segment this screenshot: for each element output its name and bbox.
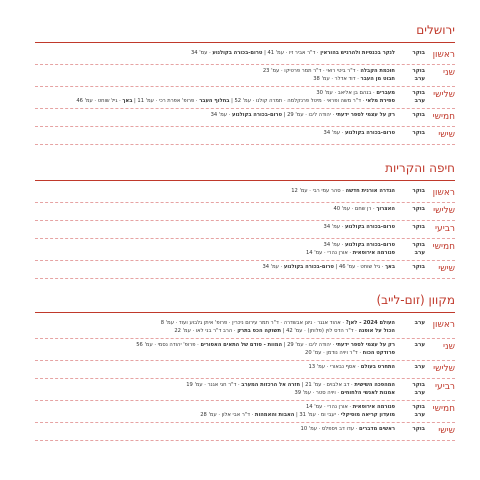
event-title[interactable]: מעברים [376, 90, 395, 96]
time-slot-label: בוקר [412, 130, 425, 136]
day-label: שישי [438, 264, 455, 274]
event-line [35, 76, 395, 84]
event-details: · ד"ר ביטי רואי · ד"ר תמר פרטיקו · עמ' 23 [262, 68, 361, 74]
time-slot-label: ערב [414, 342, 425, 348]
event-list [35, 50, 395, 58]
event-details: · עמ' 34 [262, 264, 284, 270]
event-title[interactable]: מועדון קריאה מוסיקלי [340, 411, 395, 418]
event-line [35, 130, 395, 138]
event-list [35, 264, 395, 272]
event-line [35, 350, 395, 358]
event-list [35, 426, 395, 434]
event-title[interactable]: טרום-בכורה בקולנוע [344, 242, 395, 248]
day-label: שישי [438, 130, 455, 140]
event-line [35, 328, 395, 336]
time-slot-label: ערב [414, 364, 425, 370]
schedule-row [35, 401, 455, 423]
section-online [35, 292, 455, 441]
event-title[interactable]: ספירת מלאי [365, 97, 395, 104]
event-details: · ד"ר חגי אגנר · עמ' 19 [186, 382, 242, 388]
event-title[interactable]: באך [122, 97, 133, 104]
time-slot-label: בוקר [412, 68, 425, 74]
time-slots [395, 364, 425, 372]
event-list [35, 364, 395, 372]
event-details: · ד"ר אביר זיו · עמ' 41 | [262, 50, 321, 56]
event-line [35, 382, 395, 390]
event-line [35, 364, 395, 372]
schedule-row [35, 317, 455, 339]
schedule-row [35, 261, 455, 279]
time-slot-label: בוקר [412, 242, 425, 248]
event-title[interactable]: הכול על אופנה [358, 327, 395, 334]
event-title[interactable]: טרום-בכורה בקולנוע [344, 130, 395, 136]
event-title[interactable]: טרום-בכורה בקולנוע [232, 112, 283, 118]
time-slots [395, 264, 425, 272]
event-details: · ויויה סטר · עמ' 39 [294, 389, 341, 396]
event-line [35, 390, 395, 398]
event-title[interactable]: רק על עצמי לספר ידעתי [335, 112, 395, 118]
event-title[interactable]: האבות והאמהות [254, 411, 295, 418]
time-slot-label: בוקר [412, 404, 425, 410]
section-title: חיפה והקריות [385, 161, 455, 175]
event-details: · ד"ר ויויה נודמן · עמ' 20 [305, 349, 363, 356]
time-slot-label: בוקר [412, 206, 425, 212]
time-slot-label: ערב [414, 75, 425, 82]
event-title[interactable]: בחלוף העבר [199, 97, 230, 104]
day-label: חמישי [432, 112, 455, 122]
schedule-row [35, 339, 455, 361]
event-title[interactable]: המהפכה השישית [354, 382, 395, 388]
event-list [35, 320, 395, 335]
event-title[interactable]: רק על עצמי לספר ידעתי [335, 342, 395, 348]
day-label: רביעי [435, 382, 455, 392]
event-title[interactable]: תשוקה הכפ בתרק [237, 327, 282, 334]
time-slots [395, 320, 425, 328]
event-line [35, 320, 395, 328]
event-details: · עמ' 34 [323, 224, 345, 230]
time-slot-label: ערב [414, 320, 425, 326]
time-slot-label: בוקר [412, 112, 425, 118]
schedule-row [35, 47, 455, 65]
event-line [35, 206, 395, 214]
day-label: שלישי [433, 206, 455, 216]
time-slot-label: בוקר [412, 224, 425, 230]
event-details: · דב אלבוים · עמ' 21 | [300, 382, 355, 388]
event-list [35, 342, 395, 357]
time-slots [395, 188, 425, 196]
section-title: מקוון (זום-לייב) [376, 293, 455, 307]
time-slot-label: בוקר [412, 188, 425, 194]
schedule-row [35, 87, 455, 109]
event-line [35, 90, 395, 98]
event-details: · דוד אדלר · עמ' 38 [313, 75, 361, 82]
event-details: · רן שחם · עמ' 40 [333, 206, 377, 212]
time-slots [395, 382, 425, 397]
event-details: · הרב ד"ר בני לאו · עמ' 22 [174, 327, 238, 334]
time-slot-label: בוקר [412, 382, 425, 388]
section-haifa [35, 160, 455, 279]
event-title[interactable]: פנורמה אירופאית [352, 404, 395, 410]
section-divider [35, 180, 455, 181]
event-title[interactable]: חבוט מן העבר [360, 75, 395, 82]
event-title[interactable]: התחרט בעולם [360, 364, 395, 370]
time-slots [395, 130, 425, 138]
event-list [35, 382, 395, 397]
day-label: חמישי [432, 404, 455, 414]
event-list [35, 224, 395, 232]
time-slots [395, 404, 425, 419]
section-divider [35, 312, 455, 313]
time-slots [395, 112, 425, 120]
time-slot-label: ערב [414, 249, 425, 256]
event-line [35, 112, 395, 120]
event-title[interactable]: האצרוך [376, 206, 395, 212]
time-slots [395, 224, 425, 232]
event-title[interactable]: פנורמה אירופאית [352, 249, 395, 256]
event-details: · ד"ר אבי אלון · עמ' 28 [200, 411, 255, 418]
schedule-row [35, 65, 455, 87]
event-list [35, 68, 395, 83]
event-list [35, 90, 395, 105]
time-slot-label: ערב [414, 411, 425, 418]
schedule-row [35, 423, 455, 441]
event-list [35, 188, 395, 196]
day-label: שני [443, 68, 455, 78]
day-label: שלישי [433, 90, 455, 100]
event-list [35, 404, 395, 419]
time-slots [395, 68, 425, 83]
schedule-row [35, 127, 455, 145]
section-divider [35, 42, 455, 43]
event-details: · ד"ר הדס לוין (פלוחן) · עמ' 42 | [281, 327, 359, 334]
event-line [35, 264, 395, 272]
event-details: · יעבי ומ · עמ' 31 | [294, 411, 341, 418]
event-details: · עמ' 34 [210, 112, 232, 118]
event-line [35, 188, 395, 196]
event-details: · ד"ר משה ופראי · מיטל פרנקלמה · תמרה קולנו · עמ' 52 | [229, 97, 366, 104]
event-details: · עמ' 34 [323, 130, 345, 136]
event-details: · גיל שוחט · עמ' 46 | [333, 264, 386, 270]
time-slots [395, 342, 425, 350]
day-label: שלישי [433, 364, 455, 374]
event-line [35, 426, 395, 434]
day-label: שישי [438, 426, 455, 436]
event-details: · פרופ' יהודה נסמי · עמ' 56 [136, 342, 201, 348]
event-line [35, 250, 395, 258]
event-line [35, 242, 395, 250]
time-slots [395, 426, 425, 434]
event-list [35, 130, 395, 138]
day-label: ראשון [432, 50, 455, 60]
schedule-row [35, 239, 455, 261]
schedule-row [35, 379, 455, 401]
event-details: · אורן נהרי · עמ' 14 [305, 404, 353, 410]
day-label: חמישי [432, 242, 455, 252]
event-title[interactable]: טרום-בכורה בקולנוע [212, 50, 263, 56]
event-line [35, 342, 395, 350]
event-details: · עמ' 34 [323, 242, 345, 248]
day-label: ראשון [432, 320, 455, 330]
event-list [35, 206, 395, 214]
event-title[interactable]: ראשים מדברים [358, 426, 395, 432]
event-line [35, 412, 395, 420]
event-title[interactable]: העולם 2024 - לאן? [345, 320, 395, 326]
time-slot-label: ערב [414, 97, 425, 104]
time-slot-label: בוקר [412, 264, 425, 270]
event-title[interactable]: הגדרה אורנית חדשה [345, 188, 395, 194]
event-details: · יהודה ליבו · עמ' 29 | [282, 342, 336, 348]
time-slot-label: בוקר [412, 90, 425, 96]
day-label: ראשון [432, 188, 455, 198]
section-jerusalem [35, 22, 455, 145]
schedule-row [35, 203, 455, 221]
event-details: · סהר עמי רבי · עמ' 12 [291, 188, 346, 194]
day-label: שני [443, 342, 455, 352]
event-title[interactable]: לנקר בכנסיות ולהרגיש בהוראין [320, 50, 395, 56]
event-details: · גיל שוחט · עמ' 46 [76, 97, 123, 104]
event-list [35, 112, 395, 120]
event-title[interactable]: באך [385, 264, 395, 270]
schedule-row [35, 221, 455, 239]
event-title[interactable]: המוות - סודם של התאים האסורים [200, 342, 283, 348]
event-line [35, 404, 395, 412]
event-line [35, 98, 395, 106]
event-details: · בנהם בן אליאב · עמ' 30 [316, 90, 377, 96]
event-details: · פרופ' אפרת רכי · עמ' 11 | [132, 97, 200, 104]
schedule-row [35, 185, 455, 203]
time-slot-label: ערב [414, 389, 425, 396]
event-details: · עדו דב ויספלס · עמ' 10 [300, 426, 359, 432]
time-slots [395, 206, 425, 214]
event-details: · אסף נבאורי · עמ' 13 [308, 364, 361, 370]
event-details: · יהודה ליבו · עמ' 29 | [282, 112, 336, 118]
time-slots [395, 242, 425, 257]
time-slot-label: בוקר [412, 426, 425, 432]
event-details: · אורן נהרי · עמ' 14 [305, 249, 353, 256]
event-title[interactable]: אמנות לאנשי הלחוחים [340, 389, 395, 396]
event-title[interactable]: חוכמת הקבלה [360, 68, 395, 74]
time-slots [395, 90, 425, 105]
section-title: ירושלים [416, 23, 455, 37]
event-title[interactable]: טרום-בכורה בקולנוע [283, 264, 334, 270]
schedule-row [35, 361, 455, 379]
event-details: · עמ' 34 [190, 50, 213, 56]
event-title[interactable]: חזרה אל הרכזות המערב [241, 382, 301, 388]
event-title[interactable]: פרודקט הכוח [362, 349, 395, 356]
schedule-row [35, 109, 455, 127]
time-slot-label: בוקר [412, 50, 425, 56]
day-label: רביעי [435, 224, 455, 234]
event-details: · אהוד אגגר · ניצן אבשדרה · ד"ר תמר עירום ניכרין · פרופ' איתן גלבוע ועוד · עמ' 8 [160, 320, 346, 326]
event-title[interactable]: טרום-בכורה בקולנוע [344, 224, 395, 230]
event-line [35, 68, 395, 76]
event-line [35, 224, 395, 232]
event-list [35, 242, 395, 257]
event-line [35, 50, 395, 58]
time-slots [395, 50, 425, 58]
